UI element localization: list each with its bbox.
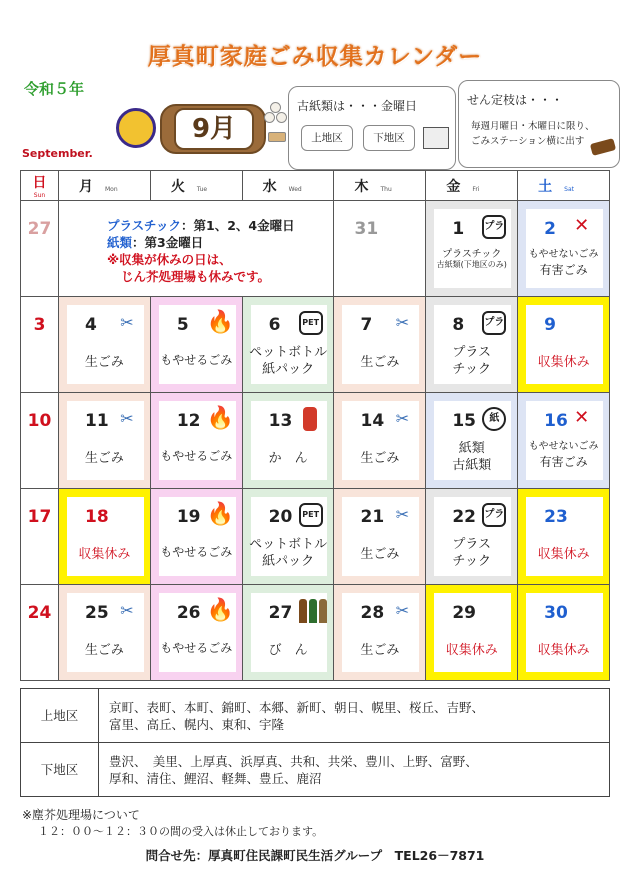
can-icon (303, 407, 317, 431)
weekday-label: 月 (79, 178, 93, 195)
calendar-day-cell (426, 201, 518, 297)
day-number: 1 (452, 219, 465, 239)
moon-icon (116, 108, 156, 148)
fish-bone-icon: ✂ (120, 601, 134, 620)
day-number: 5 (176, 315, 189, 335)
fish-bone-icon: ✂ (395, 601, 410, 620)
weekday-english: Sat (564, 185, 574, 193)
notice-paper-key: 紙類 (107, 235, 133, 250)
day-number: 31 (354, 219, 379, 239)
day-number: 30 (544, 603, 568, 623)
weekday-header (59, 171, 151, 201)
fish-bone-icon: ✂ (120, 313, 134, 332)
calendar-day-cell (59, 393, 151, 489)
day-number: 10 (27, 411, 52, 431)
day-number: 2 (544, 219, 556, 239)
day-number: 17 (27, 507, 52, 527)
calendar-day-cell (334, 393, 426, 489)
day-number: 29 (452, 603, 476, 623)
weekday-english: Wed (288, 185, 302, 193)
day-number: 8 (452, 315, 465, 335)
calendar-day-cell (21, 393, 59, 489)
month-label: 9月 (174, 108, 254, 150)
calendar-day-cell (150, 297, 242, 393)
day-number: 12 (176, 411, 201, 431)
collection-label-secondary: チック (452, 362, 492, 377)
collection-label: もやせないごみ (528, 441, 599, 452)
day-number: 9 (544, 315, 556, 335)
day-number: 16 (544, 411, 568, 431)
newspaper-bundle-icon (423, 127, 449, 149)
collection-label-secondary: 紙パック (262, 362, 315, 377)
collection-label-secondary: 紙パック (262, 554, 315, 569)
weekday-header (518, 171, 610, 201)
calendar-day-cell (59, 201, 334, 297)
collection-label: 生ごみ (84, 451, 124, 466)
paper-recycle-icon: 紙 (482, 407, 506, 431)
weekday-header (426, 171, 518, 201)
calendar-day-cell (21, 585, 59, 681)
collection-label: 収集休み (537, 643, 590, 658)
day-number: 6 (268, 315, 281, 335)
collection-label: プラス (452, 345, 492, 360)
calendar-day-cell (21, 297, 59, 393)
day-number: 22 (452, 507, 476, 527)
weekday-header (334, 171, 426, 201)
day-number: 28 (360, 603, 385, 623)
pet-recycle-icon: PET (299, 311, 323, 335)
weekday-label: 水 (262, 178, 277, 195)
collection-label: ペットボトル (249, 537, 328, 552)
collection-label: 収集休み (78, 547, 131, 562)
collection-notice (107, 217, 295, 285)
notice-holiday-line1: ※収集が休みの日は、 (107, 252, 232, 267)
fire-icon: 🔥 (206, 406, 235, 431)
calendar-day-cell (21, 201, 59, 297)
area-towns-line1: 豊沢、 美里、上厚真、浜厚真、共和、共栄、豊川、上野、富野、 (109, 753, 478, 769)
contact-info: 問合せ先：厚真町住民課町民生活グループ TEL26－7871 (145, 848, 485, 863)
day-number: 20 (268, 507, 293, 527)
hazard-waste-icon: ✕ (574, 407, 590, 428)
calendar-day-cell (334, 201, 426, 297)
fire-icon: 🔥 (206, 310, 235, 335)
weekday-english: Mon (105, 185, 118, 193)
calendar-day-cell (518, 297, 610, 393)
collection-label: 生ごみ (360, 547, 400, 562)
collection-label-secondary: 古紙類(下地区のみ) (436, 260, 507, 269)
area-towns-line1: 京町、表町、本町、錦町、本郷、新町、朝日、幌里、桜丘、吉野、 (109, 699, 485, 715)
calendar-day-cell (426, 489, 518, 585)
collection-label-secondary: 有害ごみ (539, 455, 588, 469)
collection-label: 生ごみ (360, 355, 400, 370)
calendar-day-cell (59, 585, 151, 681)
calendar-day-cell (59, 297, 151, 393)
day-number: 24 (27, 603, 52, 623)
calendar-day-cell (426, 393, 518, 489)
notice-paper-days: ：第3金曜日 (132, 235, 204, 250)
area-name: 下地区 (21, 743, 99, 797)
weekday-english: Tue (196, 185, 208, 193)
weekday-label: 日 (32, 175, 47, 191)
collection-label: 紙類 (458, 441, 485, 456)
month-english: September. (22, 147, 93, 160)
calendar-day-cell (59, 489, 151, 585)
branch-info-text (471, 119, 595, 149)
day-number: 27 (27, 219, 52, 239)
day-number: 11 (85, 411, 109, 431)
month-emblem (116, 100, 286, 156)
collection-label: プラス (452, 537, 492, 552)
bottle-icon (299, 599, 329, 623)
collection-label: 生ごみ (360, 643, 400, 658)
paper-upper-area: 上地区 (301, 125, 353, 151)
calendar-day-cell (518, 201, 610, 297)
facility-note-detail: １２：００～１２：３０の間の受入は休止しております。 (38, 825, 324, 838)
paper-lower-area: 下地区 (363, 125, 415, 151)
collection-label: 生ごみ (84, 643, 124, 658)
branch-info-label: せん定枝は・・・ (467, 93, 564, 107)
calendar-title: 厚真町家庭ごみ収集カレンダー (147, 44, 483, 70)
collection-label: 収集休み (445, 643, 498, 658)
collection-label: 生ごみ (84, 355, 124, 370)
weekday-header (242, 171, 334, 201)
weekday-label: 土 (538, 178, 553, 195)
collection-label: もやせるごみ (160, 545, 233, 559)
branch-info-box (458, 80, 620, 168)
collection-label-secondary: 有害ごみ (539, 263, 588, 277)
weekday-label: 火 (170, 178, 185, 195)
day-number: 3 (33, 315, 46, 335)
fish-bone-icon: ✂ (395, 505, 410, 524)
day-number: 19 (176, 507, 201, 527)
day-number: 23 (544, 507, 568, 527)
weekday-label: 金 (446, 178, 461, 195)
calendar-day-cell (242, 489, 334, 585)
calendar-day-cell (150, 489, 242, 585)
fish-bone-icon: ✂ (120, 409, 134, 428)
calendar-day-cell (518, 393, 610, 489)
calendar-day-cell (21, 489, 59, 585)
notice-plastic-key: プラスチック (107, 218, 182, 233)
branch-info-line1: 毎週月曜日・木曜日に限り、 (471, 121, 595, 132)
calendar-day-cell (334, 489, 426, 585)
branch-info-line2: ごみステーション横に出す (471, 136, 585, 147)
area-towns-line2: 富里、高丘、幌内、東和、宇隆 (109, 716, 285, 732)
calendar-day-cell (426, 297, 518, 393)
fish-bone-icon: ✂ (395, 313, 410, 332)
area-name: 上地区 (21, 689, 99, 743)
calendar-day-cell (242, 297, 334, 393)
day-number: 18 (85, 507, 109, 527)
weekday-header (150, 171, 242, 201)
day-number: 26 (176, 603, 201, 623)
weekday-english: Sun (33, 192, 46, 199)
day-number: 14 (360, 411, 385, 431)
fish-bone-icon: ✂ (395, 409, 410, 428)
weekday-english: Thu (380, 185, 392, 193)
area-row (21, 743, 610, 797)
plastic-recycle-icon: プラ (482, 311, 506, 335)
fire-icon: 🔥 (206, 598, 235, 623)
day-number: 21 (360, 507, 385, 527)
collection-label: 生ごみ (360, 451, 400, 466)
calendar-day-cell (426, 585, 518, 681)
calendar-day-cell (334, 297, 426, 393)
day-number: 4 (85, 315, 97, 335)
collection-label: もやせないごみ (528, 249, 599, 260)
weekday-english: Fri (472, 185, 480, 193)
era-label: 令和５年 (24, 80, 85, 98)
paper-info-box (288, 86, 456, 170)
calendar-grid (20, 170, 610, 681)
collection-label: もやせるごみ (160, 641, 233, 655)
calendar-day-cell (334, 585, 426, 681)
collection-label: プラスチック (442, 249, 502, 260)
day-number: 27 (268, 603, 293, 623)
facility-note-title: ※塵芥処理場について (22, 808, 140, 822)
calendar-day-cell (518, 585, 610, 681)
area-towns-line2: 厚和、清住、鯉沼、軽舞、豊丘、鹿沼 (109, 770, 322, 786)
collection-label: もやせるごみ (160, 449, 233, 463)
collection-label: もやせるごみ (160, 353, 233, 367)
collection-label-secondary: 古紙類 (452, 458, 492, 473)
day-number: 25 (85, 603, 109, 623)
day-number: 7 (360, 315, 373, 335)
fire-icon: 🔥 (206, 502, 235, 527)
pet-recycle-icon: PET (299, 503, 323, 527)
calendar-day-cell (150, 393, 242, 489)
plastic-recycle-icon: プラ (482, 215, 506, 239)
area-towns (99, 743, 610, 797)
paper-info-label: 古紙類は・・・金曜日 (297, 99, 418, 113)
notice-holiday-line2: じん芥処理場も休みです。 (121, 269, 271, 284)
calendar-day-cell (242, 585, 334, 681)
notice-plastic-days: ：第1、2、4金曜日 (181, 218, 295, 233)
calendar-day-cell (242, 393, 334, 489)
area-row (21, 689, 610, 743)
hazard-waste-icon: ✕ (574, 215, 590, 236)
collection-label-secondary: チック (452, 554, 492, 569)
collection-label: 収集休み (537, 547, 590, 562)
day-number: 15 (452, 411, 476, 431)
weekday-header (21, 171, 59, 201)
area-table (20, 688, 610, 797)
day-number: 13 (268, 411, 293, 431)
collection-label: ペットボトル (249, 345, 328, 360)
weekday-label: 木 (354, 178, 369, 195)
dango-icon (264, 102, 288, 146)
calendar-day-cell (150, 585, 242, 681)
collection-label: 収集休み (537, 355, 590, 370)
collection-label: か ん (268, 451, 308, 466)
calendar-day-cell (518, 489, 610, 585)
plastic-recycle-icon: プラ (482, 503, 506, 527)
collection-label: び ん (268, 643, 308, 658)
day-inner-panel (526, 305, 603, 384)
area-towns (99, 689, 610, 743)
